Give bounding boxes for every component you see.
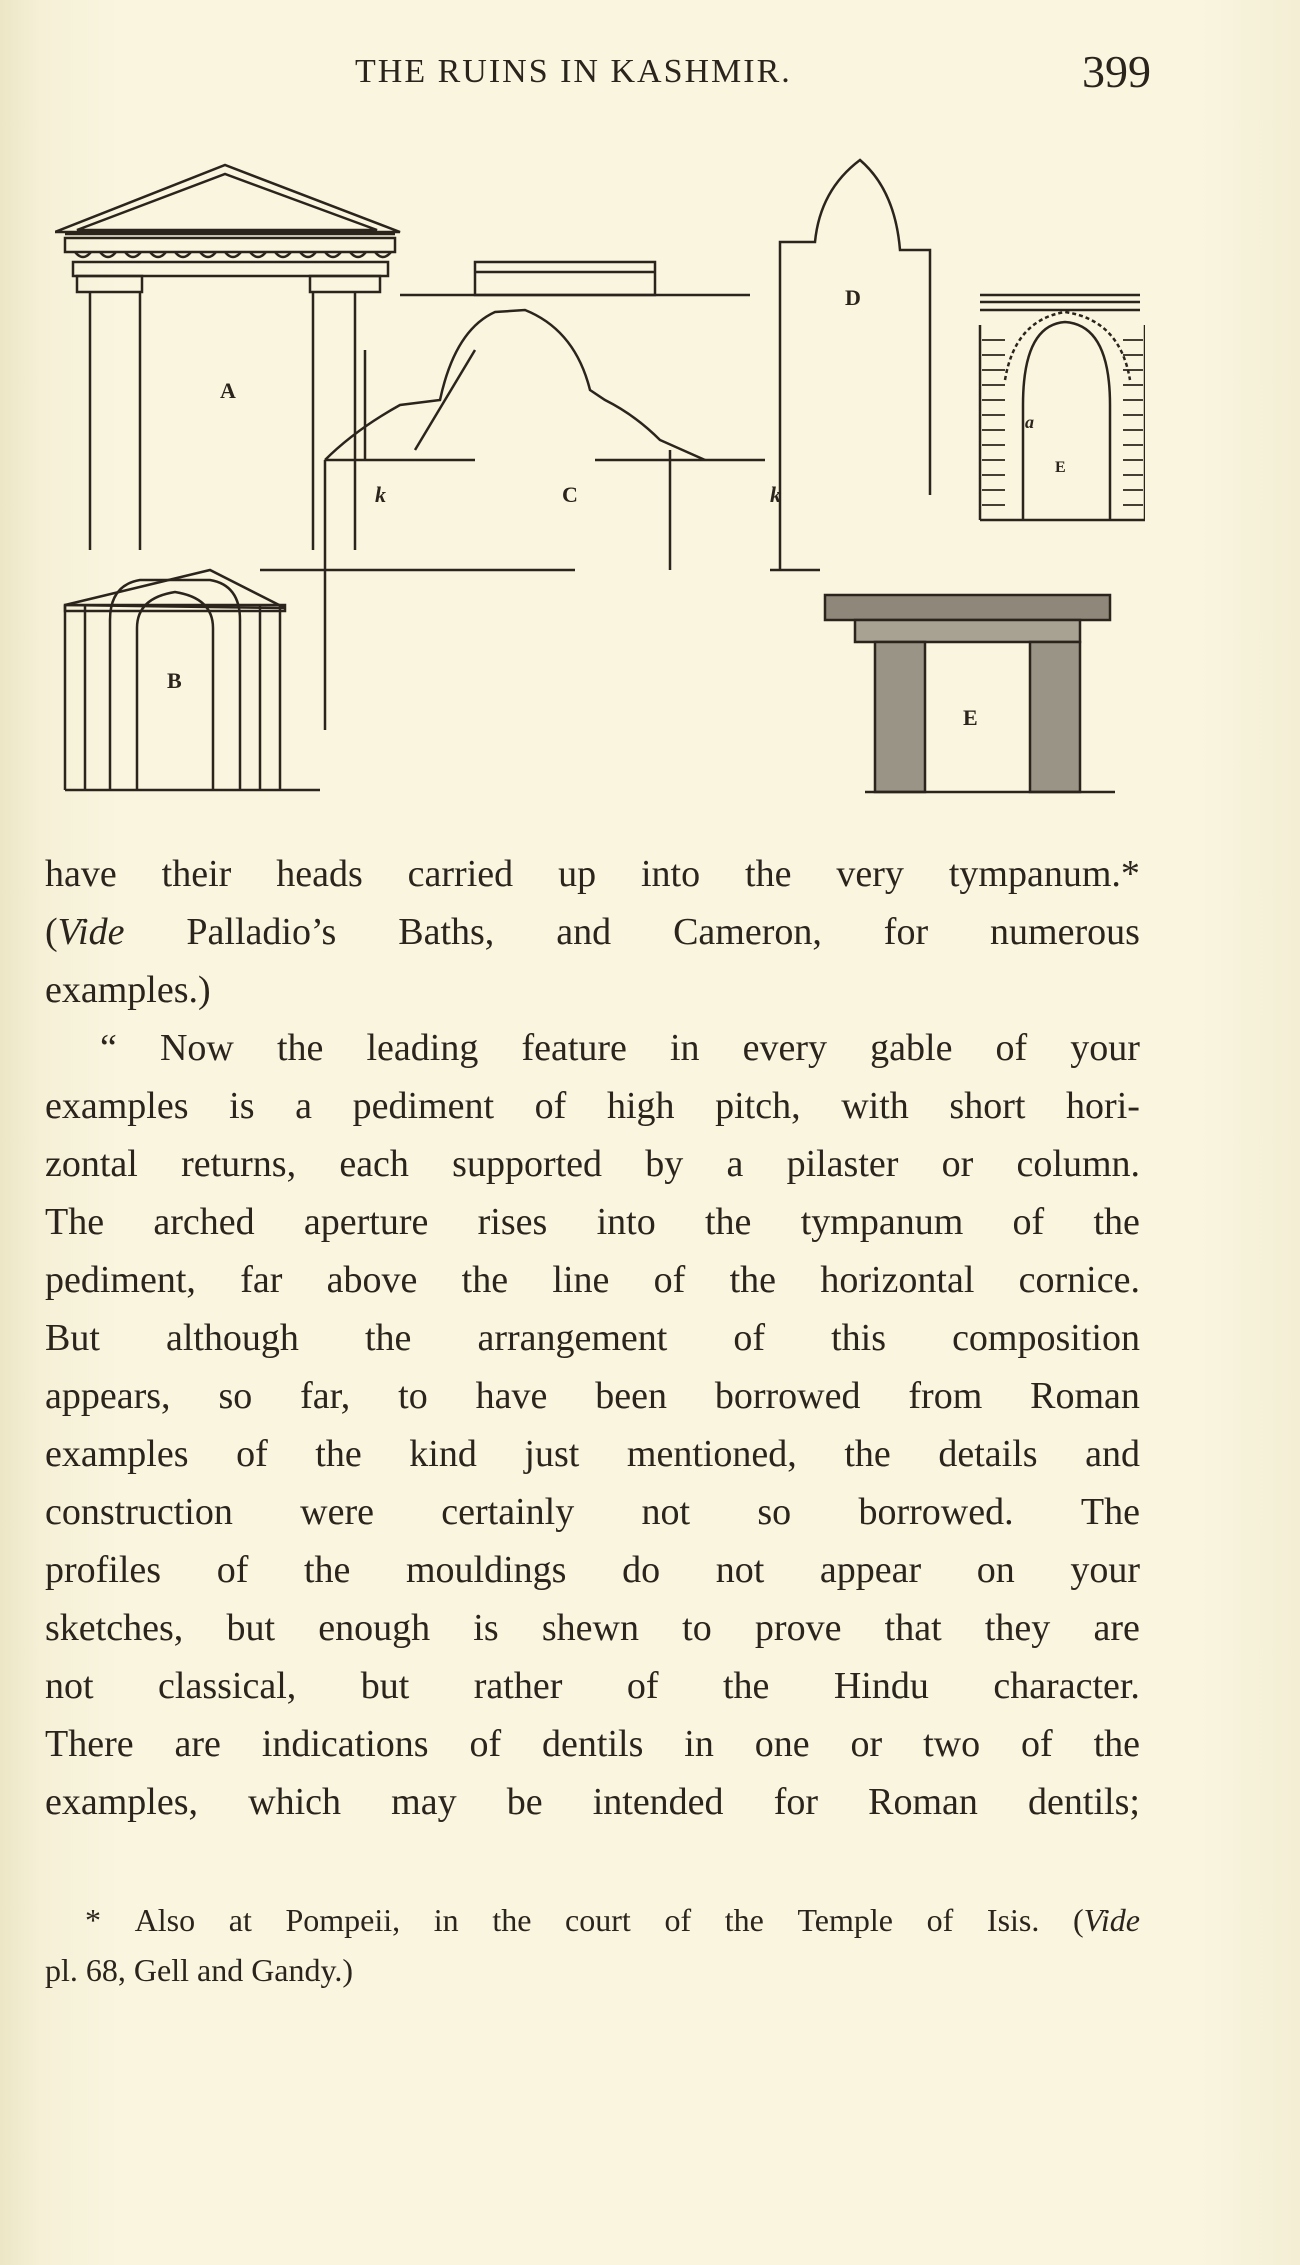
figure-a-pediment: [55, 165, 400, 550]
figure-d-profile: [780, 160, 930, 570]
body-line: sketches, but enough is shewn to prove that they are: [45, 1607, 1140, 1649]
body-line: appears, so far, to have been borrowed from Roman: [45, 1375, 1140, 1417]
figure-e-lintel: [825, 595, 1115, 792]
figure-b-doorway: [65, 570, 320, 790]
body-line: profiles of the mouldings do not appear on your: [45, 1549, 1140, 1591]
figure-label-d: D: [845, 285, 861, 310]
running-title: THE RUINS IN KASHMIR.: [355, 53, 792, 90]
figure-label-e-lower: E: [963, 705, 978, 730]
body-line: zontal returns, each supported by a pilaster or column.: [45, 1143, 1140, 1185]
footnote-line: pl. 68, Gell and Gandy.): [45, 1952, 354, 1988]
footnote: [45, 1895, 1140, 1995]
body-line: There are indications of dentils in one or two of the: [45, 1723, 1140, 1765]
footnote-line: * Also at Pompeii, in the court of the Temple of Isis. (Vide: [85, 1902, 1140, 1938]
page-header: [0, 45, 1300, 115]
body-line: construction were certainly not so borrowed. The: [45, 1491, 1140, 1533]
figure-label-a: A: [220, 378, 236, 403]
body-line: not classical, but rather of the Hindu character.: [45, 1665, 1140, 1707]
body-line: pediment, far above the line of the horizontal cornice.: [45, 1259, 1140, 1301]
body-line: The arched aperture rises into the tympanum of the: [45, 1201, 1140, 1243]
figure-label-b: B: [167, 668, 182, 693]
body-line: examples of the kind just mentioned, the details and: [45, 1433, 1140, 1475]
figure-c-arch: [260, 262, 820, 730]
figure-drawing: [55, 150, 1145, 810]
figure-label-e-upper: E: [1055, 459, 1066, 476]
body-line: (Vide Palladio’s Baths, and Cameron, for numerous: [45, 911, 1140, 953]
figure-label-k-right: k: [770, 482, 781, 507]
body-line: But although the arrangement of this composition: [45, 1317, 1140, 1359]
body-line: examples.): [45, 969, 211, 1011]
body-line: examples is a pediment of high pitch, with short hori-: [45, 1085, 1140, 1127]
page-number: 399: [1082, 46, 1151, 97]
body-line: have their heads carried up into the very tympanum.*: [45, 853, 1140, 895]
figure-label-c: C: [562, 482, 578, 507]
body-line: “ Now the leading feature in every gable of your: [100, 1027, 1140, 1069]
architectural-figure: [55, 150, 1145, 810]
body-text: [45, 845, 1140, 1831]
figure-label-a-small: a: [1025, 412, 1034, 432]
body-line: examples, which may be intended for Roman dentils;: [45, 1781, 1140, 1823]
figure-label-k-left: k: [375, 482, 386, 507]
figure-e-horseshoe-arch: [980, 295, 1145, 520]
